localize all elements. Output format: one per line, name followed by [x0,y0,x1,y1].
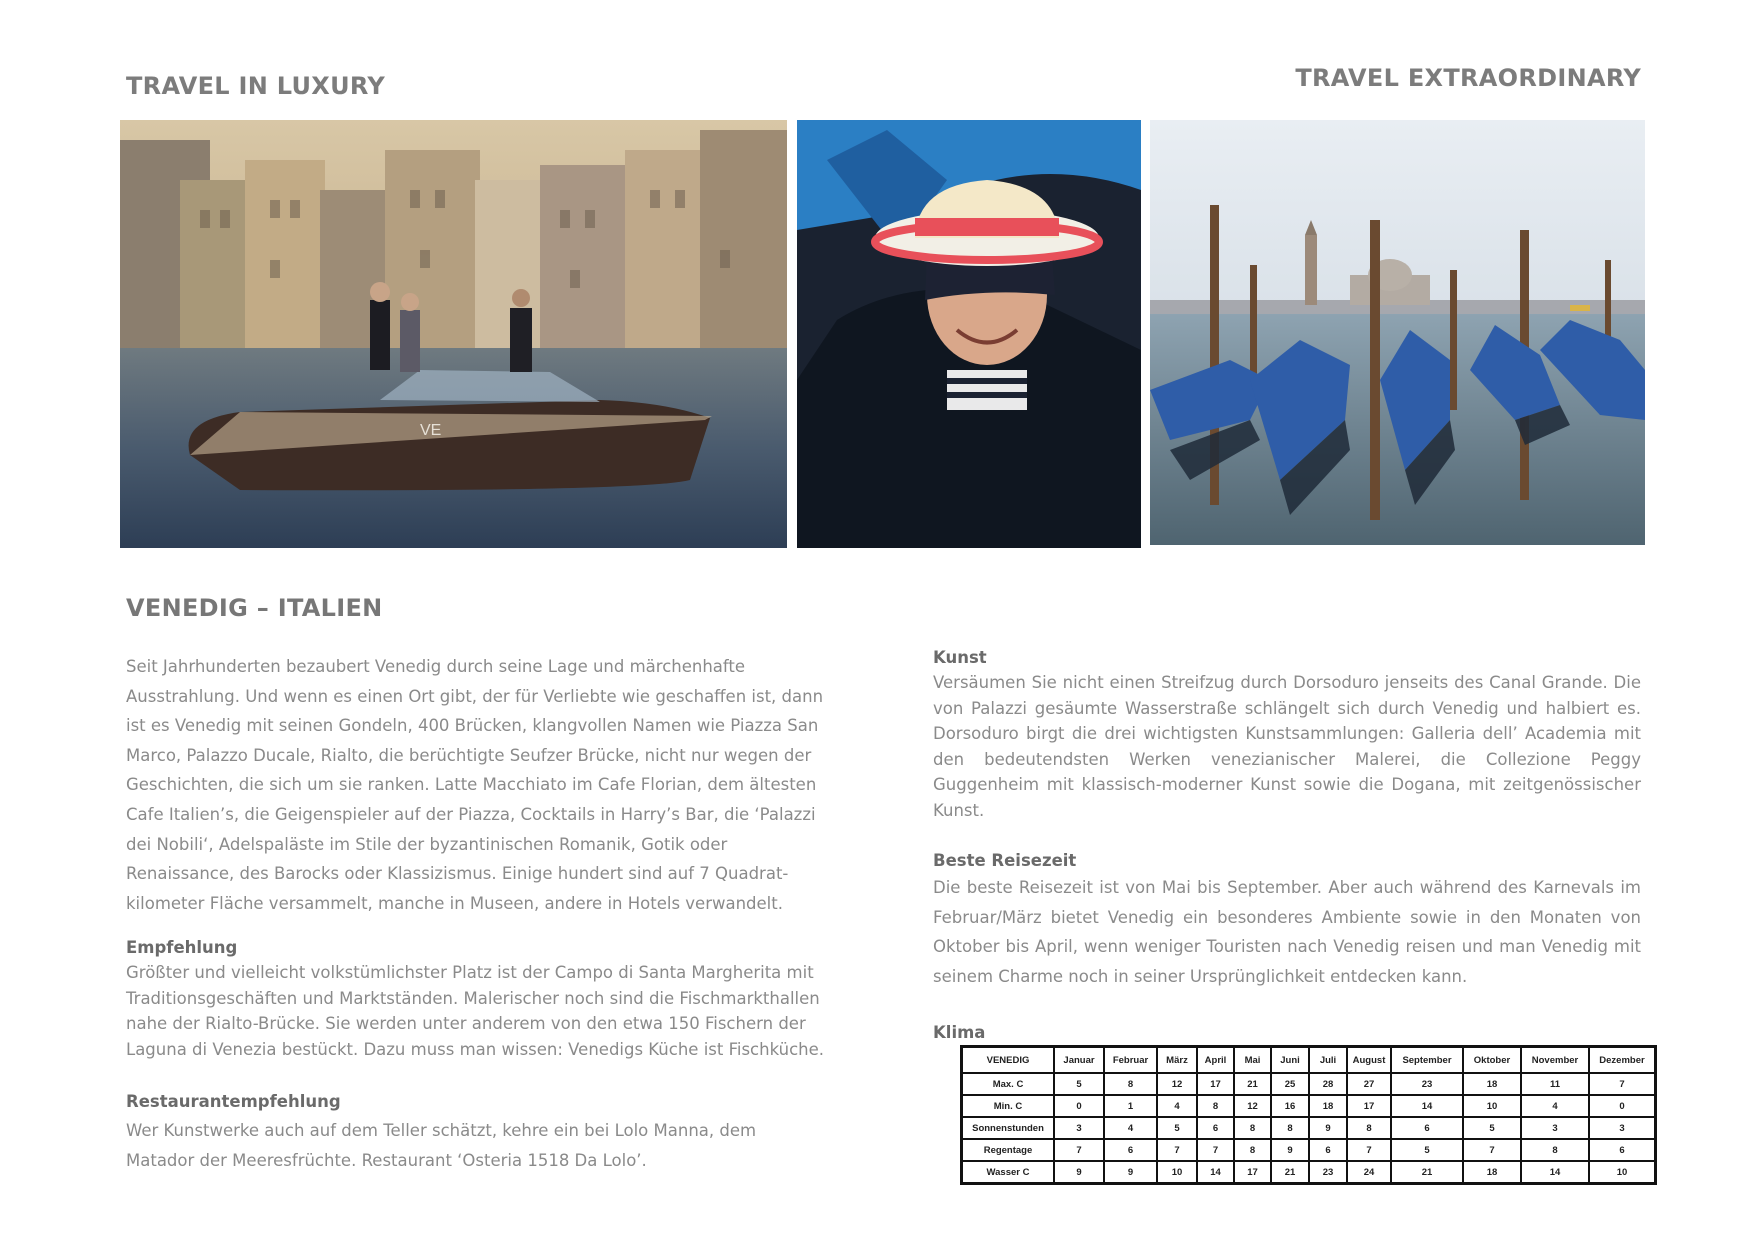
climate-cell: 23 [1391,1073,1463,1095]
photo-gondolas [1150,120,1645,545]
empfehlung-heading: Empfehlung [126,938,238,958]
photo-speedboat [120,120,787,548]
climate-cell: 9 [1104,1161,1157,1184]
climate-cell: 3 [1521,1117,1589,1139]
climate-cell: 17 [1347,1095,1391,1117]
climate-month-header: Januar [1054,1047,1104,1074]
climate-cell: 9 [1309,1117,1347,1139]
empfehlung-text: Größter und vielleicht volkstümlichster Platz ist der Campo di Santa Margherita mit Traditionsgeschäften und Marktständen. Malerischer noch sind die Fischmarkthallen nahe der Rialto-Brücke. Sie werden unter anderem von den etwa 150 Fischern der Laguna di Venezia bestückt. Dazu muss man wissen: Venedigs Küche ist Fischküche. [126,963,825,1059]
climate-cell: 3 [1589,1117,1656,1139]
climate-cell: 4 [1521,1095,1589,1117]
climate-cell: 9 [1054,1161,1104,1184]
climate-cell: 7 [1197,1139,1234,1161]
climate-cell: 21 [1391,1161,1463,1184]
header-left: TRAVEL IN LUXURY [126,72,386,100]
climate-month-header: November [1521,1047,1589,1074]
climate-month-header: Juni [1271,1047,1309,1074]
restaurant-text: Wer Kunstwerke auch auf dem Teller schätzt, kehre ein bei Lolo Manna, dem Matador der Meeresfrüchte. Restaurant ‘Osteria 1518 Da Lolo’. [126,1121,757,1170]
climate-cell: 5 [1391,1139,1463,1161]
climate-cell: 5 [1463,1117,1521,1139]
climate-cell: 8 [1197,1095,1234,1117]
climate-row-label: Max. C [962,1073,1055,1095]
climate-cell: 8 [1271,1117,1309,1139]
climate-row-label: Wasser C [962,1161,1055,1184]
climate-month-header: Mai [1234,1047,1271,1074]
intro-text: Seit Jahrhunderten bezaubert Venedig durch seine Lage und märchenhafte Ausstrahlung. Und wenn es einen Ort gibt, der für Verliebte wie geschaffen ist, dann ist es Venedig mit seinen Gondeln, 400 Brücken, klangvollen Namen wie Piazza San Marco, Palazzo Ducale, Rialto, die berüchtigte Seufzer Brücke, nicht nur wegen der Geschichten, die sich um sie ranken. Latte Macchiato im Cafe Florian, dem ältesten Cafe Italien’s, die Geigenspieler auf der Piazza, Cocktails in Harry’s Bar, die ‘Palazzi dei Nobili‘, Adelspaläste im Stile der byzantinischen Romanik, Gotik oder Renaissance, des Barocks oder Klassizismus. Einige hundert sind auf 7 Quadrat-kilometer Fläche versammelt, manche in Museen, andere in Hotels verwandelt. [126,657,824,913]
climate-row [962,1161,1656,1184]
climate-cell: 17 [1197,1073,1234,1095]
climate-cell: 10 [1589,1161,1656,1184]
climate-header-row [962,1047,1656,1074]
climate-cell: 14 [1391,1095,1463,1117]
climate-cell: 1 [1104,1095,1157,1117]
kunst-heading: Kunst [933,648,987,667]
climate-month-header: Oktober [1463,1047,1521,1074]
climate-corner: VENEDIG [962,1047,1055,1074]
climate-cell: 27 [1347,1073,1391,1095]
climate-cell: 17 [1234,1161,1271,1184]
climate-cell: 8 [1104,1073,1157,1095]
climate-month-header: August [1347,1047,1391,1074]
climate-cell: 18 [1309,1095,1347,1117]
climate-month-header: März [1157,1047,1197,1074]
climate-row [962,1073,1656,1095]
climate-cell: 5 [1054,1073,1104,1095]
climate-cell: 21 [1271,1161,1309,1184]
climate-month-header: Dezember [1589,1047,1656,1074]
climate-cell: 21 [1234,1073,1271,1095]
header-right: TRAVEL EXTRAORDINARY [1295,64,1641,92]
climate-row-label: Sonnenstunden [962,1117,1055,1139]
right-column [933,646,1641,1045]
climate-cell: 25 [1271,1073,1309,1095]
photo-gondolier [797,120,1141,548]
climate-table [960,1045,1657,1185]
climate-month-header: Februar [1104,1047,1157,1074]
climate-row [962,1095,1656,1117]
climate-cell: 4 [1104,1117,1157,1139]
climate-row-label: Min. C [962,1095,1055,1117]
climate-cell: 6 [1104,1139,1157,1161]
climate-cell: 8 [1521,1139,1589,1161]
climate-cell: 0 [1054,1095,1104,1117]
left-column [126,652,826,1176]
klima-heading: Klima [933,1023,986,1043]
climate-row-label: Regentage [962,1139,1055,1161]
climate-cell: 5 [1157,1117,1197,1139]
climate-cell: 3 [1054,1117,1104,1139]
climate-month-header: Juli [1309,1047,1347,1074]
climate-cell: 10 [1463,1095,1521,1117]
climate-cell: 18 [1463,1073,1521,1095]
climate-cell: 16 [1271,1095,1309,1117]
climate-cell: 0 [1589,1095,1656,1117]
climate-month-header: April [1197,1047,1234,1074]
page-title: VENEDIG – ITALIEN [126,594,383,622]
climate-cell: 7 [1054,1139,1104,1161]
climate-cell: 6 [1309,1139,1347,1161]
climate-cell: 7 [1157,1139,1197,1161]
climate-cell: 24 [1347,1161,1391,1184]
climate-cell: 23 [1309,1161,1347,1184]
climate-month-header: September [1391,1047,1463,1074]
climate-cell: 8 [1347,1117,1391,1139]
climate-cell: 4 [1157,1095,1197,1117]
climate-cell: 6 [1391,1117,1463,1139]
climate-row [962,1117,1656,1139]
reisezeit-text: Die beste Reisezeit ist von Mai bis September. Aber auch während des Karnevals im Februar/März bietet Venedig ein besonderes Ambiente sowie in den Monaten von Oktober bis April, wenn weniger Touristen nach Venedig reisen und man Venedig mit seinem Charme noch in seiner Ursprünglichkeit entdecken kann. [933,878,1641,986]
restaurant-heading: Restaurantempfehlung [126,1092,341,1112]
climate-cell: 10 [1157,1161,1197,1184]
boat-registration: VE [420,422,442,439]
climate-cell: 14 [1521,1161,1589,1184]
kunst-text: Versäumen Sie nicht einen Streifzug durch Dorsoduro jenseits des Canal Grande. Die von Palazzi gesäumte Wasserstraße schlängelt sich durch Venedig und halbiert es. Dorsoduro birgt die drei wichtigsten Kunstsammlungen: Galleria dell’ Academia mit den bedeutendsten Werken venezianischer Malerei, die Collezione Peggy Guggenheim mit klassisch-moderner Kunst sowie die Dogana, mit zeitgenössischer Kunst. [933,673,1641,820]
climate-cell: 7 [1463,1139,1521,1161]
climate-cell: 7 [1347,1139,1391,1161]
climate-row [962,1139,1656,1161]
climate-cell: 14 [1197,1161,1234,1184]
climate-cell: 12 [1234,1095,1271,1117]
climate-cell: 7 [1589,1073,1656,1095]
climate-cell: 11 [1521,1073,1589,1095]
climate-cell: 8 [1234,1139,1271,1161]
climate-cell: 6 [1589,1139,1656,1161]
climate-cell: 18 [1463,1161,1521,1184]
climate-cell: 6 [1197,1117,1234,1139]
climate-cell: 28 [1309,1073,1347,1095]
climate-table-wrap [960,1045,1657,1185]
climate-cell: 12 [1157,1073,1197,1095]
climate-cell: 8 [1234,1117,1271,1139]
climate-cell: 9 [1271,1139,1309,1161]
reisezeit-heading: Beste Reisezeit [933,851,1077,870]
